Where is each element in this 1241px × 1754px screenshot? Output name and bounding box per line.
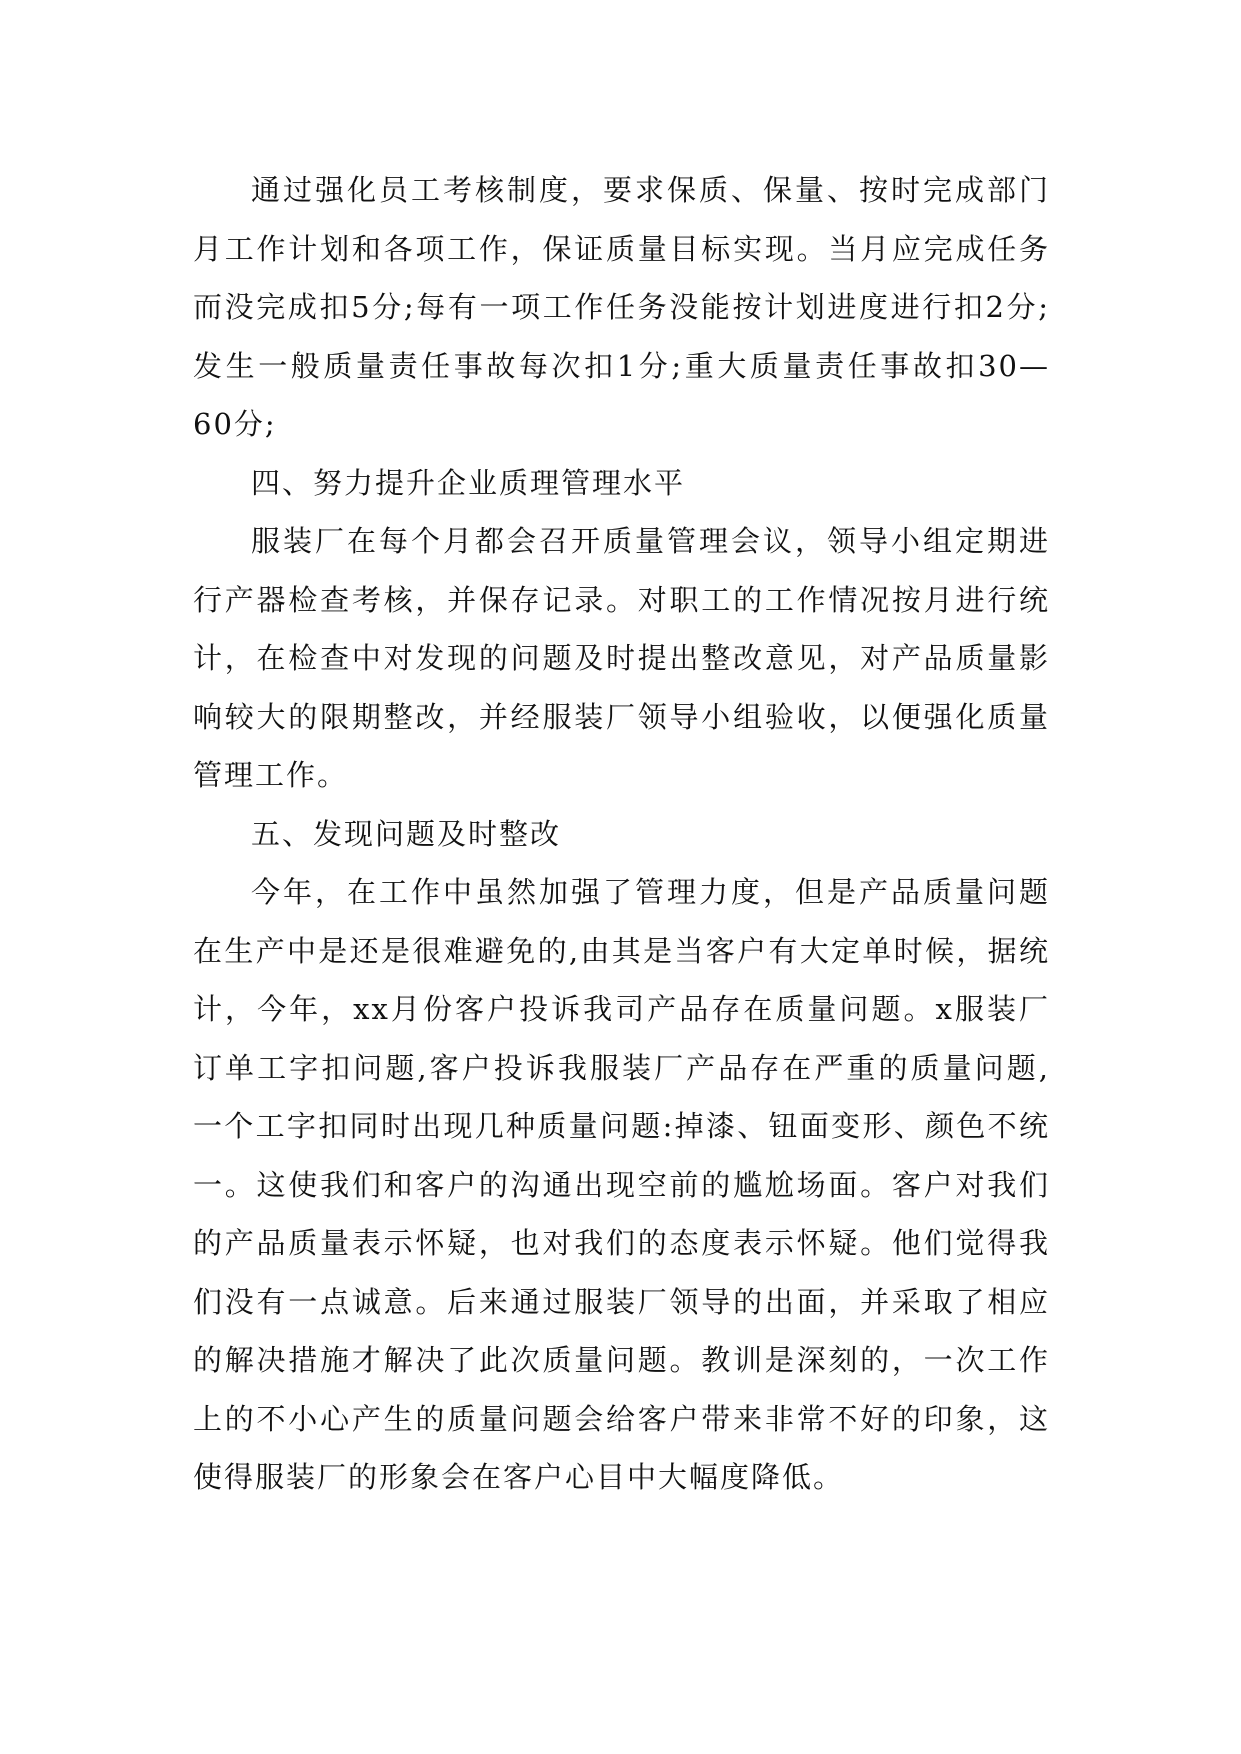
heading-section-four: 四、努力提升企业质理管理水平: [251, 465, 686, 500]
paragraph-assessment: 通过强化员工考核制度，要求保质、保量、按时完成部门月工作计划和各项工作，保证质量目标实现。当月应完成任务而没完成扣5分;每有一项工作任务没能按计划进度进行扣2分;发生一般质量责任事故每次扣1分;重大质量责任事故扣30—60分;: [193, 173, 1050, 441]
paragraph-quality-meetings: 服装厂在每个月都会召开质量管理会议，领导小组定期进行产器检查考核，并保存记录。对职工的工作情况按月进行统计，在检查中对发现的问题及时提出整改意见，对产品质量影响较大的限期整改，并经服装厂领导小组验收，以便强化质量管理工作。: [193, 524, 1050, 792]
paragraph-problem-rectification: 今年，在工作中虽然加强了管理力度，但是产品质量问题在生产中是还是很难避免的,由其是当客户有大定单时候，据统计，今年，xx月份客户投诉我司产品存在质量问题。x服装厂订单工字扣问题,客户投诉我服装厂产品存在严重的质量问题,一个工字扣同时出现几种质量问题:掉漆、钮面变形、颜色不统一。这使我们和客户的沟通出现空前的尴尬场面。客户对我们的产品质量表示怀疑，也对我们的态度表示怀疑。他们觉得我们没有一点诚意。后来通过服装厂领导的出面，并采取了相应的解决措施才解决了此次质量问题。教训是深刻的，一次工作上的不小心产生的质量问题会给客户带来非常不好的印象，这使得服装厂的形象会在客户心目中大幅度降低。: [193, 875, 1050, 1494]
heading-section-five: 五、发现问题及时整改: [251, 816, 562, 851]
document-page: [193, 161, 1050, 1507]
